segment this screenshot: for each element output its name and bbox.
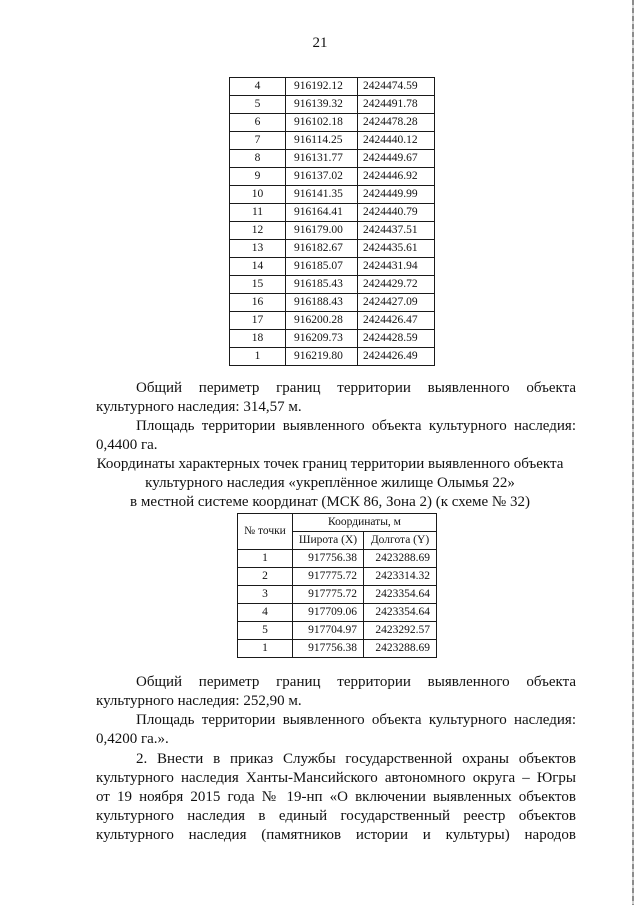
paragraph-2-line-5: культурного наследия (памятников истории и культуры) народов [96,827,576,843]
paragraph-2-line-2: культурного наследия Ханты-Мансийского автономного округа – Югры [96,770,576,786]
point-number-cell: 14 [230,258,286,276]
point-number-cell: 4 [230,78,286,96]
area-paragraph-2-continuation [96,730,576,749]
perimeter-paragraph-1-continuation [96,398,576,417]
table-row [230,168,435,186]
table-row [230,132,435,150]
longitude-y-cell: 2424426.47 [358,312,435,330]
point-number-cell: 2 [238,568,293,586]
header-latitude-x: Широта (X) [293,532,364,550]
point-number-cell: 8 [230,150,286,168]
perimeter-1-line-2: культурного наследия: 314,57 м. [96,399,302,415]
paragraph-2-amendment [96,750,576,845]
longitude-y-cell: 2424431.94 [358,258,435,276]
point-number-cell: 5 [238,622,293,640]
point-number-cell: 6 [230,114,286,132]
table-row [230,330,435,348]
point-number-cell: 1 [238,550,293,568]
point-number-cell: 18 [230,330,286,348]
paragraph-2-line-1: 2. Внести в приказ Службы государственной охраны объектов [136,751,576,767]
paragraph-2-line-4: культурного наследия в единый государственный реестр объектов [96,808,576,824]
latitude-x-cell: 916179.00 [286,222,358,240]
longitude-y-cell: 2423354.64 [364,586,437,604]
coordinates-table-body [238,550,437,658]
longitude-y-cell: 2424440.12 [358,132,435,150]
table-row [230,96,435,114]
section-title-line-2: культурного наследия «укреплённое жилище Олымья 22» [145,475,515,491]
longitude-y-cell: 2424478.28 [358,114,435,132]
latitude-x-cell: 916192.12 [286,78,358,96]
coordinates-table-olymya-22 [237,513,437,658]
longitude-y-cell: 2424437.51 [358,222,435,240]
table-row [230,150,435,168]
longitude-y-cell: 2424435.61 [358,240,435,258]
perimeter-2-line-1: Общий периметр границ территории выявленного объекта [136,674,576,690]
latitude-x-cell: 916185.43 [286,276,358,294]
table-row [238,640,437,658]
latitude-x-cell: 916209.73 [286,330,358,348]
point-number-cell: 3 [238,586,293,604]
point-number-cell: 12 [230,222,286,240]
longitude-y-cell: 2423288.69 [364,640,437,658]
latitude-x-cell: 916182.67 [286,240,358,258]
table-row [230,204,435,222]
latitude-x-cell: 917756.38 [293,550,364,568]
latitude-x-cell: 916141.35 [286,186,358,204]
latitude-x-cell: 916164.41 [286,204,358,222]
latitude-x-cell: 917704.97 [293,622,364,640]
paragraph-2-line-3: от 19 ноября 2015 года № 19-нп «О включении выявленных объектов [96,789,576,805]
point-number-cell: 9 [230,168,286,186]
page-edge-border [632,0,634,905]
point-number-cell: 17 [230,312,286,330]
header-point-number: № точки [238,514,293,550]
latitude-x-cell: 916102.18 [286,114,358,132]
table-row [230,78,435,96]
point-number-cell: 7 [230,132,286,150]
latitude-x-cell: 916219.80 [286,348,358,366]
table-header-row [238,514,437,532]
longitude-y-cell: 2423292.57 [364,622,437,640]
latitude-x-cell: 916131.77 [286,150,358,168]
longitude-y-cell: 2424440.79 [358,204,435,222]
area-paragraph-2 [96,711,576,730]
perimeter-paragraph-1 [96,379,576,398]
longitude-y-cell: 2424429.72 [358,276,435,294]
latitude-x-cell: 916185.07 [286,258,358,276]
point-number-cell: 11 [230,204,286,222]
point-number-cell: 1 [238,640,293,658]
table-row [238,604,437,622]
longitude-y-cell: 2424427.09 [358,294,435,312]
table-row [238,586,437,604]
latitude-x-cell: 917756.38 [293,640,364,658]
table-row [238,622,437,640]
latitude-x-cell: 916139.32 [286,96,358,114]
point-number-cell: 16 [230,294,286,312]
latitude-x-cell: 917775.72 [293,568,364,586]
latitude-x-cell: 917775.72 [293,586,364,604]
latitude-x-cell: 916188.43 [286,294,358,312]
longitude-y-cell: 2424428.59 [358,330,435,348]
perimeter-2-line-2: культурного наследия: 252,90 м. [96,693,302,709]
point-number-cell: 5 [230,96,286,114]
table-row [230,222,435,240]
area-2-line-1: Площадь территории выявленного объекта культурного наследия: [136,712,576,728]
longitude-y-cell: 2424426.49 [358,348,435,366]
latitude-x-cell: 917709.06 [293,604,364,622]
header-coordinates: Координаты, м [293,514,437,532]
table-row [230,294,435,312]
point-number-cell: 13 [230,240,286,258]
table-row [230,258,435,276]
latitude-x-cell: 916114.25 [286,132,358,150]
longitude-y-cell: 2423354.64 [364,604,437,622]
coordinates-table-body [230,78,435,366]
area-paragraph-1-continuation [96,436,576,455]
longitude-y-cell: 2423314.32 [364,568,437,586]
perimeter-paragraph-2-continuation [96,692,576,711]
coordinates-table-continued [229,77,435,366]
area-2-line-2: 0,4200 га.». [96,731,169,747]
section-title-line-3: в местной системе координат (МСК 86, Зона 2) (к схеме № 32) [130,494,530,510]
longitude-y-cell: 2424449.67 [358,150,435,168]
perimeter-paragraph-2 [96,673,576,692]
table-row [230,114,435,132]
table-row [230,348,435,366]
point-number-cell: 15 [230,276,286,294]
area-1-line-2: 0,4400 га. [96,437,158,453]
point-number-cell: 1 [230,348,286,366]
longitude-y-cell: 2423288.69 [364,550,437,568]
page-number: 21 [312,35,328,51]
area-paragraph-1 [96,417,576,436]
longitude-y-cell: 2424474.59 [358,78,435,96]
perimeter-1-line-1: Общий периметр границ территории выявленного объекта [136,380,576,396]
table-row [230,276,435,294]
section-title-line-1: Координаты характерных точек границ территории выявленного объекта [96,456,564,472]
table-row [230,240,435,258]
header-longitude-y: Долгота (Y) [364,532,437,550]
section-title [70,455,590,512]
latitude-x-cell: 916200.28 [286,312,358,330]
point-number-cell: 4 [238,604,293,622]
area-1-line-1: Площадь территории выявленного объекта культурного наследия: [136,418,576,434]
longitude-y-cell: 2424491.78 [358,96,435,114]
table-row [238,568,437,586]
table-row [230,312,435,330]
table-row [238,550,437,568]
longitude-y-cell: 2424449.99 [358,186,435,204]
latitude-x-cell: 916137.02 [286,168,358,186]
table-row [230,186,435,204]
longitude-y-cell: 2424446.92 [358,168,435,186]
point-number-cell: 10 [230,186,286,204]
